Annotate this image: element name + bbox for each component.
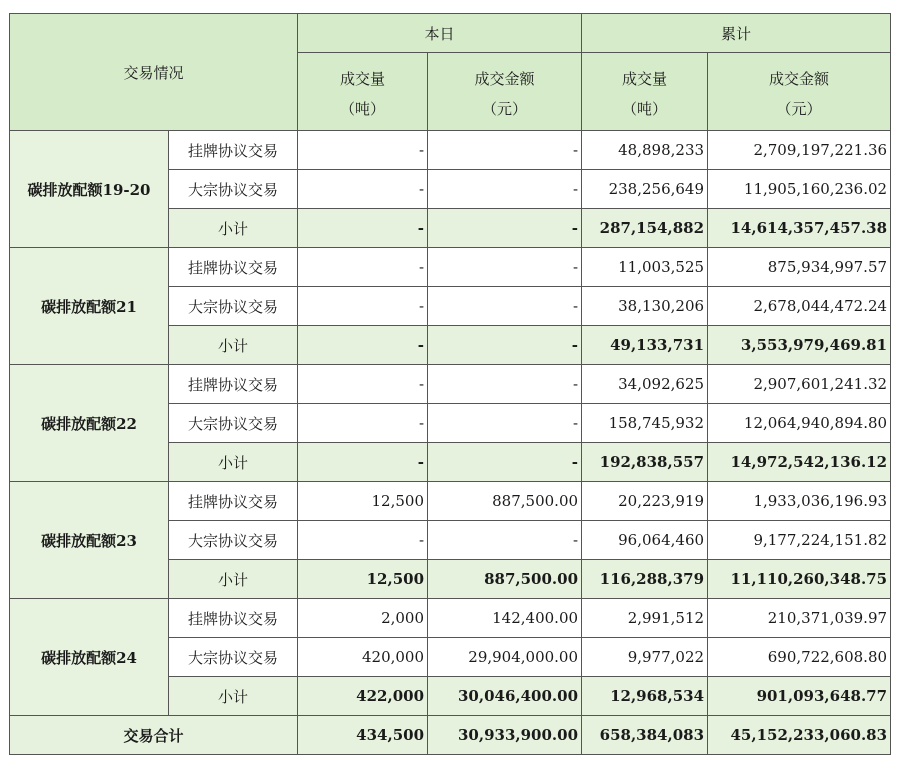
group-name: 碳排放配额22 [10, 365, 169, 482]
cum-volume: 12,968,534 [582, 677, 708, 716]
header-today-volume: 成交量 （吨） [298, 53, 428, 131]
cum-volume: 48,898,233 [582, 131, 708, 170]
cum-volume: 11,003,525 [582, 248, 708, 287]
today-amount: - [428, 443, 582, 482]
cum-amount: 1,933,036,196.93 [708, 482, 891, 521]
today-amount: - [428, 404, 582, 443]
trade-type-bulk: 大宗协议交易 [169, 638, 298, 677]
cum-volume: 287,154,882 [582, 209, 708, 248]
cum-amount: 14,614,357,457.38 [708, 209, 891, 248]
today-volume: 12,500 [298, 482, 428, 521]
table-body [10, 131, 891, 755]
total-today-volume: 434,500 [298, 716, 428, 755]
trade-type-bulk: 大宗协议交易 [169, 170, 298, 209]
today-amount: - [428, 287, 582, 326]
cum-amount: 12,064,940,894.80 [708, 404, 891, 443]
trade-type-listed: 挂牌协议交易 [169, 599, 298, 638]
today-volume: - [298, 521, 428, 560]
trade-type-listed: 挂牌协议交易 [169, 365, 298, 404]
group-name: 碳排放配额19-20 [10, 131, 169, 248]
total-cum-amount: 45,152,233,060.83 [708, 716, 891, 755]
today-volume: - [298, 365, 428, 404]
subtotal-label: 小计 [169, 326, 298, 365]
cum-volume: 2,991,512 [582, 599, 708, 638]
trade-type-listed: 挂牌协议交易 [169, 248, 298, 287]
today-volume: - [298, 287, 428, 326]
today-volume: - [298, 170, 428, 209]
header-cum-amount: 成交金额 （元） [708, 53, 891, 131]
header-cum-volume: 成交量 （吨） [582, 53, 708, 131]
header-cumulative: 累计 [582, 14, 891, 53]
carbon-trading-table [9, 13, 891, 755]
table-row [10, 365, 891, 404]
trade-type-bulk: 大宗协议交易 [169, 521, 298, 560]
today-amount: - [428, 326, 582, 365]
today-volume: - [298, 404, 428, 443]
today-volume: - [298, 131, 428, 170]
subtotal-label: 小计 [169, 209, 298, 248]
total-row [10, 716, 891, 755]
cum-amount: 11,110,260,348.75 [708, 560, 891, 599]
today-volume: 12,500 [298, 560, 428, 599]
cum-amount: 2,709,197,221.36 [708, 131, 891, 170]
today-amount: 887,500.00 [428, 482, 582, 521]
cum-amount: 9,177,224,151.82 [708, 521, 891, 560]
today-volume: - [298, 326, 428, 365]
table-row [10, 131, 891, 170]
cum-volume: 192,838,557 [582, 443, 708, 482]
today-amount: - [428, 365, 582, 404]
today-amount: 30,046,400.00 [428, 677, 582, 716]
group-name: 碳排放配额21 [10, 248, 169, 365]
table-row [10, 248, 891, 287]
group-name: 碳排放配额24 [10, 599, 169, 716]
cum-volume: 20,223,919 [582, 482, 708, 521]
today-volume: 420,000 [298, 638, 428, 677]
cum-amount: 690,722,608.80 [708, 638, 891, 677]
subtotal-label: 小计 [169, 443, 298, 482]
cum-volume: 116,288,379 [582, 560, 708, 599]
today-amount: - [428, 209, 582, 248]
today-amount: - [428, 521, 582, 560]
today-amount: - [428, 248, 582, 287]
today-volume: - [298, 443, 428, 482]
today-amount: - [428, 170, 582, 209]
header-today: 本日 [298, 14, 582, 53]
trade-type-listed: 挂牌协议交易 [169, 482, 298, 521]
total-label: 交易合计 [10, 716, 298, 755]
cum-amount: 2,907,601,241.32 [708, 365, 891, 404]
trade-type-bulk: 大宗协议交易 [169, 404, 298, 443]
cum-volume: 38,130,206 [582, 287, 708, 326]
cum-amount: 14,972,542,136.12 [708, 443, 891, 482]
cum-volume: 49,133,731 [582, 326, 708, 365]
cum-volume: 158,745,932 [582, 404, 708, 443]
total-cum-volume: 658,384,083 [582, 716, 708, 755]
today-volume: 2,000 [298, 599, 428, 638]
today-volume: - [298, 209, 428, 248]
today-amount: 29,904,000.00 [428, 638, 582, 677]
trade-type-bulk: 大宗协议交易 [169, 287, 298, 326]
trade-type-listed: 挂牌协议交易 [169, 131, 298, 170]
today-amount: 887,500.00 [428, 560, 582, 599]
cum-amount: 11,905,160,236.02 [708, 170, 891, 209]
total-today-amount: 30,933,900.00 [428, 716, 582, 755]
table-row [10, 599, 891, 638]
header-trading-status: 交易情况 [10, 14, 298, 131]
today-amount: 142,400.00 [428, 599, 582, 638]
group-name: 碳排放配额23 [10, 482, 169, 599]
subtotal-label: 小计 [169, 560, 298, 599]
cum-amount: 3,553,979,469.81 [708, 326, 891, 365]
cum-volume: 34,092,625 [582, 365, 708, 404]
subtotal-label: 小计 [169, 677, 298, 716]
today-volume: - [298, 248, 428, 287]
cum-amount: 2,678,044,472.24 [708, 287, 891, 326]
header-today-amount: 成交金额 （元） [428, 53, 582, 131]
cum-amount: 901,093,648.77 [708, 677, 891, 716]
cum-volume: 238,256,649 [582, 170, 708, 209]
cum-amount: 210,371,039.97 [708, 599, 891, 638]
cum-amount: 875,934,997.57 [708, 248, 891, 287]
cum-volume: 96,064,460 [582, 521, 708, 560]
today-amount: - [428, 131, 582, 170]
table-row [10, 482, 891, 521]
today-volume: 422,000 [298, 677, 428, 716]
cum-volume: 9,977,022 [582, 638, 708, 677]
